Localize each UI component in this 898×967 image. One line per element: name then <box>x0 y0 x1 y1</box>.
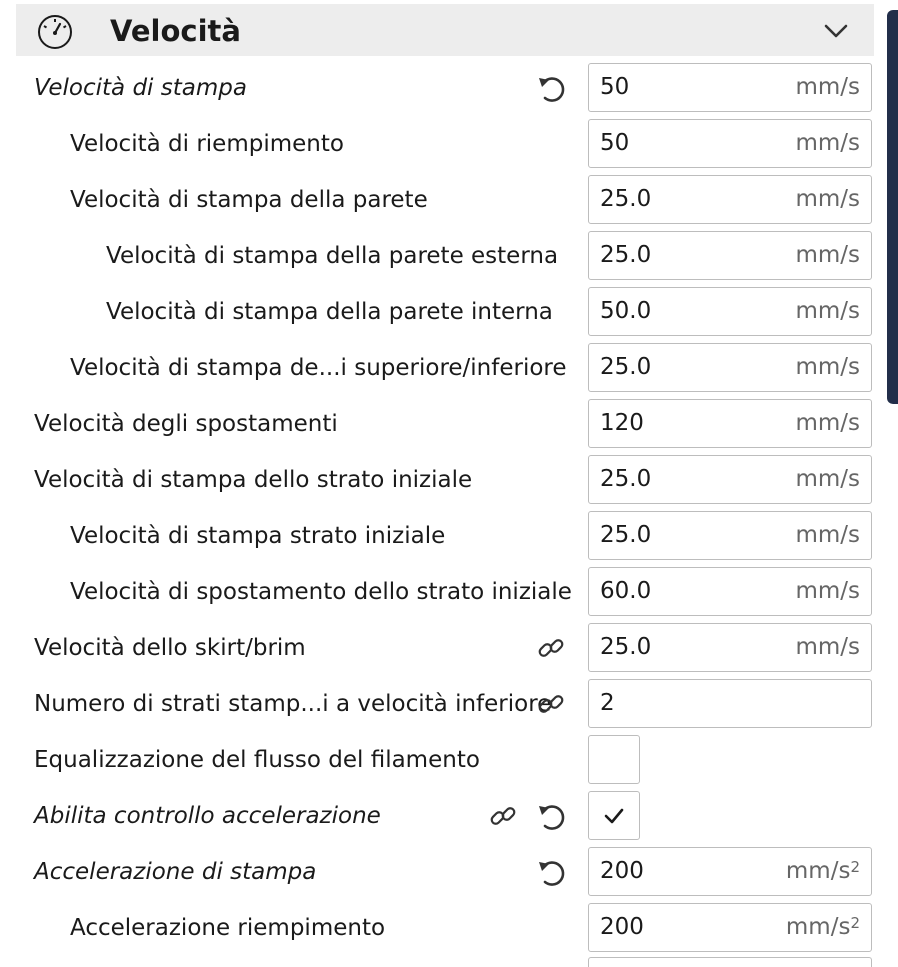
setting-inner-wall-speed <box>0 284 880 340</box>
acceleration-control-checkbox[interactable] <box>588 791 640 840</box>
setting-label: Velocità di stampa della parete esterna <box>106 243 559 269</box>
setting-infill-acceleration <box>0 900 880 956</box>
setting-initial-layer-speed <box>0 452 880 508</box>
setting-top-bottom-speed <box>0 340 880 396</box>
setting-print-acceleration <box>0 844 880 900</box>
setting-initial-layer-print-speed <box>0 508 880 564</box>
checkmark-icon <box>604 807 624 825</box>
setting-infill-speed <box>0 116 880 172</box>
inner-wall-speed-input[interactable]: 50.0 mm/s <box>588 287 872 336</box>
section-header-speed[interactable] <box>16 4 874 56</box>
reset-icon[interactable] <box>536 858 568 888</box>
setting-label: Abilita controllo accelerazione <box>34 803 381 829</box>
setting-skirt-brim-speed <box>0 620 880 676</box>
travel-speed-input[interactable]: 120 mm/s <box>588 399 872 448</box>
setting-label: Velocità degli spostamenti <box>34 411 338 437</box>
setting-print-speed <box>0 60 880 116</box>
setting-label: Velocità di stampa della parete <box>70 187 428 213</box>
setting-label: Velocità di stampa strato iniziale <box>70 523 446 549</box>
chevron-down-icon[interactable] <box>821 20 851 42</box>
setting-label: Equalizzazione del flusso del filamento <box>34 747 480 773</box>
reset-icon[interactable] <box>536 74 568 104</box>
setting-label: Velocità di stampa dello strato iniziale <box>34 467 473 493</box>
wall-speed-input[interactable]: 25.0 mm/s <box>588 175 872 224</box>
setting-slower-layers <box>0 676 880 732</box>
setting-label: Velocità di spostamento dello strato iniziale <box>70 579 572 605</box>
setting-wall-speed <box>0 172 880 228</box>
setting-flow-equalization <box>0 732 880 788</box>
scrollbar-thumb[interactable] <box>887 10 898 404</box>
outer-wall-speed-input[interactable]: 25.0 mm/s <box>588 231 872 280</box>
setting-outer-wall-speed <box>0 228 880 284</box>
setting-label: Accelerazione riempimento <box>70 915 386 941</box>
top-bottom-speed-input[interactable]: 25.0 mm/s <box>588 343 872 392</box>
setting-initial-layer-travel-speed <box>0 564 880 620</box>
initial-layer-travel-speed-input[interactable]: 60.0 mm/s <box>588 567 872 616</box>
speedometer-icon <box>36 13 74 51</box>
print-acceleration-input[interactable]: 200 $mm/s^2$ <box>588 847 872 896</box>
initial-layer-print-speed-input[interactable]: 25.0 mm/s <box>588 511 872 560</box>
setting-label: Velocità di riempimento <box>70 131 344 157</box>
setting-label: Velocità di stampa della parete interna <box>106 299 553 325</box>
initial-layer-speed-input[interactable]: 25.0 mm/s <box>588 455 872 504</box>
infill-acceleration-input[interactable]: 200 $mm/s^2$ <box>588 903 872 952</box>
skirt-brim-speed-input[interactable]: 25.0 mm/s <box>588 623 872 672</box>
flow-equalization-checkbox[interactable] <box>588 735 640 784</box>
setting-label: Accelerazione di stampa <box>34 859 317 885</box>
setting-label: Velocità di stampa <box>34 75 247 101</box>
section-title: Velocità <box>110 14 241 48</box>
setting-label: Velocità di stampa de...i superiore/inferiore <box>70 355 567 381</box>
slower-layers-input[interactable]: 2 <box>588 679 872 728</box>
setting-travel-speed <box>0 396 880 452</box>
print-speed-input[interactable]: 50 mm/s <box>588 63 872 112</box>
next-setting-input[interactable] <box>588 957 872 967</box>
reset-icon[interactable] <box>536 802 568 832</box>
setting-label: Numero di strati stamp...i a velocità inferiore <box>34 691 552 717</box>
link-icon[interactable] <box>536 689 566 719</box>
setting-label: Velocità dello skirt/brim <box>34 635 306 661</box>
setting-acceleration-control <box>0 788 880 844</box>
infill-speed-input[interactable]: 50 mm/s <box>588 119 872 168</box>
link-icon[interactable] <box>536 633 566 663</box>
link-icon[interactable] <box>488 801 518 831</box>
